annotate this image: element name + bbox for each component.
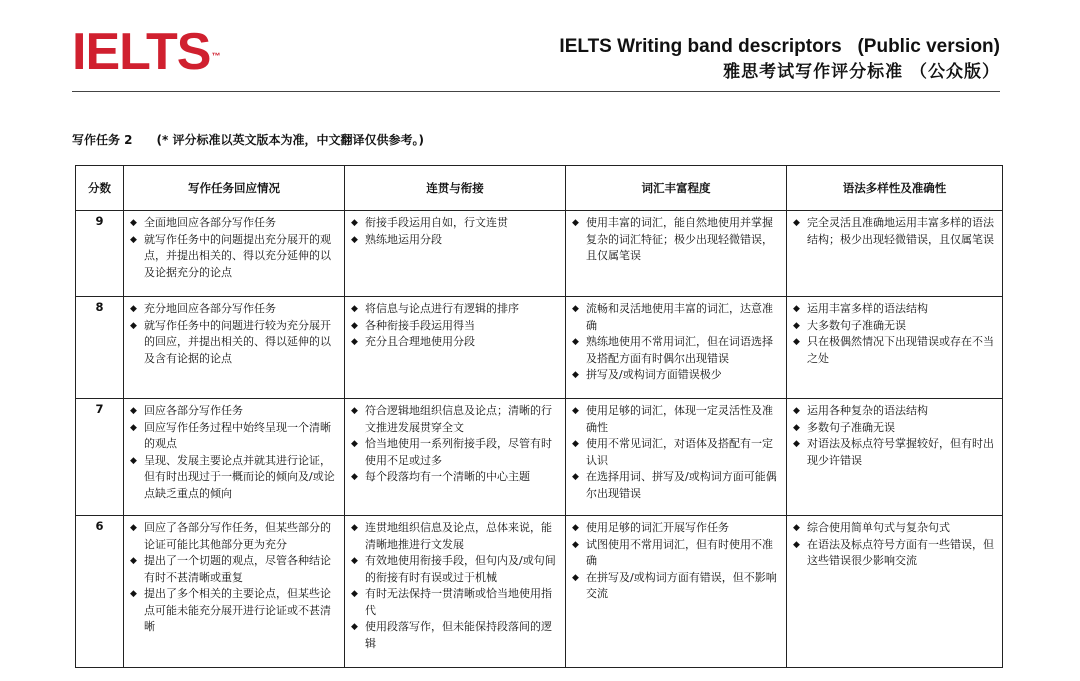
descriptor-text: 就写作任务中的问题提出充分展开的观点，并提出相关的、得以充分延伸的以及论据充分的论点 (144, 232, 331, 279)
descriptor-list (351, 403, 560, 486)
descriptor-item (351, 553, 560, 586)
descriptor-text: 熟练地使用不常用词汇，但在词语选择及搭配方面有时偶尔出现错误 (586, 335, 773, 365)
descriptor-text: 只在极偶然情况下出现错误或存在不当之处 (807, 335, 994, 365)
diamond-bullet-icon: ◆ (793, 218, 800, 228)
diamond-bullet-icon: ◆ (351, 556, 358, 566)
descriptor-list (793, 301, 997, 367)
diamond-bullet-icon: ◆ (572, 370, 579, 380)
descriptor-text: 就写作任务中的问题进行较为充分展开的回应，并提出相关的、得以延伸的以及含有论据的论点 (144, 318, 331, 365)
descriptor-item (572, 301, 781, 334)
descriptor-item (351, 215, 560, 232)
diamond-bullet-icon: ◆ (572, 337, 579, 347)
descriptor-cell-task (124, 211, 345, 297)
descriptor-cell-lexical (566, 399, 787, 516)
descriptor-text: 对语法及标点符号掌握较好，但有时出现少许错误 (807, 437, 994, 467)
descriptor-item (130, 453, 339, 503)
diamond-bullet-icon: ◆ (572, 304, 579, 314)
descriptor-list (351, 520, 560, 652)
diamond-bullet-icon: ◆ (351, 622, 358, 632)
descriptor-list (351, 301, 560, 351)
diamond-bullet-icon: ◆ (130, 218, 137, 228)
descriptor-text: 充分地回应各部分写作任务 (144, 302, 276, 315)
descriptor-item (793, 301, 997, 318)
descriptor-text: 使用丰富的词汇，能自然地使用并掌握复杂的词汇特征；极少出现轻微错误，且仅属笔误 (586, 216, 773, 262)
section-note: (* 评分标准以英文版本为准，中文翻译仅供参考。) (156, 133, 424, 147)
diamond-bullet-icon: ◆ (351, 589, 358, 599)
diamond-bullet-icon: ◆ (130, 234, 137, 245)
descriptor-item (793, 520, 997, 537)
header-divider (72, 91, 1000, 92)
diamond-bullet-icon: ◆ (793, 337, 800, 347)
descriptor-item (572, 334, 781, 367)
descriptor-text: 呈现、发展主要论点并就其进行论证，但有时出现过于一概而论的倾向及/或论点缺乏重点的倾向 (144, 453, 335, 500)
diamond-bullet-icon: ◆ (572, 439, 579, 449)
descriptor-text: 回应各部分写作任务 (144, 404, 243, 417)
diamond-bullet-icon: ◆ (130, 320, 137, 331)
table-row (76, 211, 1003, 297)
descriptor-item (572, 570, 781, 603)
descriptor-text: 提出了一个切题的观点，尽管各种结论有时不甚清晰或重复 (144, 554, 331, 584)
descriptor-item (351, 619, 560, 652)
descriptor-item (572, 469, 781, 502)
descriptor-cell-lexical (566, 211, 787, 297)
descriptor-text: 回应了各部分写作任务，但某些部分的论证可能比其他部分更为充分 (144, 521, 331, 551)
diamond-bullet-icon: ◆ (572, 523, 579, 533)
descriptor-text: 使用段落写作，但未能保持段落间的逻辑 (365, 620, 552, 650)
diamond-bullet-icon: ◆ (793, 406, 800, 416)
diamond-bullet-icon: ◆ (351, 320, 358, 331)
descriptor-text: 流畅和灵活地使用丰富的词汇，达意准确 (586, 302, 773, 332)
descriptor-item (351, 586, 560, 619)
descriptor-text: 使用足够的词汇开展写作任务 (586, 521, 729, 534)
header-task-response: 写作任务回应情况 (124, 166, 345, 211)
descriptor-item (130, 318, 339, 368)
descriptor-cell-task (124, 516, 345, 668)
descriptor-item (130, 403, 339, 420)
descriptor-text: 在拼写及/或构词方面有错误，但不影响交流 (586, 570, 777, 600)
diamond-bullet-icon: ◆ (130, 304, 137, 314)
descriptor-item (130, 553, 339, 586)
descriptor-text: 使用足够的词汇，体现一定灵活性及准确性 (586, 404, 773, 434)
diamond-bullet-icon: ◆ (351, 218, 358, 228)
descriptor-item (130, 420, 339, 453)
descriptor-cell-grammar (787, 297, 1003, 399)
descriptor-text: 提出了多个相关的主要论点，但某些论点可能未能充分展开进行论证或不甚清晰 (144, 587, 331, 633)
header-grammar: 语法多样性及准确性 (787, 166, 1003, 211)
ielts-logo: IELTS™ (72, 23, 220, 81)
band-score: 8 (76, 297, 124, 399)
diamond-bullet-icon: ◆ (351, 234, 358, 245)
band-score: 6 (76, 516, 124, 668)
descriptor-cell-grammar (787, 211, 1003, 297)
descriptor-item (572, 215, 781, 265)
descriptor-item (130, 586, 339, 636)
descriptor-item (351, 520, 560, 553)
descriptor-item (793, 420, 997, 437)
diamond-bullet-icon: ◆ (572, 218, 579, 228)
descriptor-cell-coherence (345, 297, 566, 399)
descriptor-cell-lexical (566, 297, 787, 399)
descriptor-item (351, 334, 560, 351)
diamond-bullet-icon: ◆ (130, 455, 137, 466)
diamond-bullet-icon: ◆ (793, 422, 800, 433)
descriptor-item (572, 367, 781, 384)
header-score: 分数 (76, 166, 124, 211)
descriptor-list (793, 403, 997, 469)
descriptor-text: 将信息与论点进行有逻辑的排序 (365, 302, 519, 315)
descriptor-cell-task (124, 399, 345, 516)
descriptor-text: 试图使用不常用词汇，但有时使用不准确 (586, 537, 773, 567)
diamond-bullet-icon: ◆ (351, 472, 358, 482)
descriptor-text: 充分且合理地使用分段 (365, 335, 475, 348)
diamond-bullet-icon: ◆ (351, 304, 358, 314)
descriptor-item (793, 436, 997, 469)
section-title: 写作任务 2 (72, 133, 133, 147)
band-score: 9 (76, 211, 124, 297)
diamond-bullet-icon: ◆ (572, 539, 579, 550)
diamond-bullet-icon: ◆ (351, 337, 358, 347)
descriptor-item (793, 318, 997, 335)
descriptor-text: 大多数句子准确无误 (807, 318, 906, 332)
descriptor-text: 恰当地使用一系列衔接手段，尽管有时使用不足或过多 (365, 437, 552, 467)
descriptor-item (572, 436, 781, 469)
descriptor-text: 使用不常见词汇，对语体及搭配有一定认识 (586, 437, 773, 467)
descriptor-text: 有时无法保持一贯清晰或恰当地使用指代 (365, 587, 552, 617)
descriptor-text: 综合使用简单句式与复杂句式 (807, 521, 950, 534)
descriptor-item (572, 537, 781, 570)
descriptor-item (793, 403, 997, 420)
descriptor-item (572, 520, 781, 537)
descriptor-item (793, 334, 997, 367)
descriptor-list (793, 215, 997, 248)
descriptor-item (351, 403, 560, 436)
descriptor-text: 符合逻辑地组织信息及论点；清晰的行文推进发展贯穿全文 (365, 404, 552, 434)
title-chinese: 雅思考试写作评分标准 （公众版） (723, 62, 1000, 82)
descriptor-item (130, 215, 339, 232)
descriptor-item (572, 403, 781, 436)
descriptor-item (130, 520, 339, 553)
table-row (76, 297, 1003, 399)
descriptor-item (351, 436, 560, 469)
descriptor-item (130, 301, 339, 318)
descriptor-item (351, 318, 560, 335)
descriptor-text: 运用各种复杂的语法结构 (807, 404, 928, 417)
descriptor-text: 运用丰富多样的语法结构 (807, 302, 928, 315)
descriptor-list (130, 403, 339, 502)
descriptor-text: 连贯地组织信息及论点，总体来说，能清晰地推进行文发展 (365, 521, 552, 551)
descriptor-cell-coherence (345, 399, 566, 516)
diamond-bullet-icon: ◆ (130, 523, 137, 533)
descriptor-cell-grammar (787, 399, 1003, 516)
diamond-bullet-icon: ◆ (130, 406, 137, 416)
diamond-bullet-icon: ◆ (793, 320, 800, 331)
descriptor-list (130, 520, 339, 636)
descriptor-text: 在选择用词、拼写及/或构词方面可能偶尔出现错误 (586, 470, 777, 500)
descriptor-item (351, 232, 560, 249)
table-row (76, 516, 1003, 668)
diamond-bullet-icon: ◆ (793, 304, 800, 314)
descriptor-cell-task (124, 297, 345, 399)
descriptor-text: 拼写及/或构词方面错误极少 (586, 368, 722, 381)
descriptor-item (351, 469, 560, 486)
diamond-bullet-icon: ◆ (793, 539, 800, 550)
descriptor-item (793, 215, 997, 248)
diamond-bullet-icon: ◆ (130, 589, 137, 599)
descriptor-text: 回应写作任务过程中始终呈现一个清晰的观点 (144, 420, 331, 450)
descriptor-text: 多数句子准确无误 (807, 420, 895, 434)
diamond-bullet-icon: ◆ (572, 472, 579, 482)
descriptor-list (572, 403, 781, 502)
diamond-bullet-icon: ◆ (351, 439, 358, 449)
table-header-row (76, 166, 1003, 211)
descriptor-item (793, 537, 997, 570)
descriptor-text: 熟练地运用分段 (365, 232, 442, 246)
descriptor-text: 衔接手段运用自如，行文连贯 (365, 216, 508, 229)
diamond-bullet-icon: ◆ (130, 556, 137, 566)
descriptor-item (351, 301, 560, 318)
descriptor-text: 各种衔接手段运用得当 (365, 318, 475, 332)
diamond-bullet-icon: ◆ (351, 523, 358, 533)
descriptor-list (572, 301, 781, 384)
descriptor-cell-coherence (345, 211, 566, 297)
descriptor-list (351, 215, 560, 248)
diamond-bullet-icon: ◆ (130, 422, 137, 433)
title-english: IELTS Writing band descriptors (Public version) (559, 36, 1000, 57)
diamond-bullet-icon: ◆ (572, 572, 579, 583)
document-title (559, 36, 1000, 83)
descriptor-list (793, 520, 997, 570)
descriptor-text: 每个段落均有一个清晰的中心主题 (365, 470, 530, 483)
diamond-bullet-icon: ◆ (793, 439, 800, 449)
table-row (76, 399, 1003, 516)
header-lexical: 词汇丰富程度 (566, 166, 787, 211)
band-score: 7 (76, 399, 124, 516)
descriptor-list (572, 520, 781, 603)
diamond-bullet-icon: ◆ (351, 406, 358, 416)
descriptor-cell-lexical (566, 516, 787, 668)
diamond-bullet-icon: ◆ (793, 523, 800, 533)
descriptor-text: 完全灵活且准确地运用丰富多样的语法结构；极少出现轻微错误，且仅属笔误 (807, 216, 994, 246)
section-heading (72, 131, 424, 148)
descriptor-text: 有效地使用衔接手段，但句内及/或句间的衔接有时有误或过于机械 (365, 554, 556, 584)
descriptor-cell-coherence (345, 516, 566, 668)
descriptor-list (572, 215, 781, 265)
descriptor-list (130, 215, 339, 281)
descriptor-text: 在语法及标点符号方面有一些错误，但这些错误很少影响交流 (807, 537, 994, 567)
descriptor-text: 全面地回应各部分写作任务 (144, 216, 276, 229)
descriptor-cell-grammar (787, 516, 1003, 668)
descriptor-list (130, 301, 339, 367)
header-coherence: 连贯与衔接 (345, 166, 566, 211)
diamond-bullet-icon: ◆ (572, 406, 579, 416)
band-descriptor-table (75, 165, 1003, 668)
descriptor-item (130, 232, 339, 282)
